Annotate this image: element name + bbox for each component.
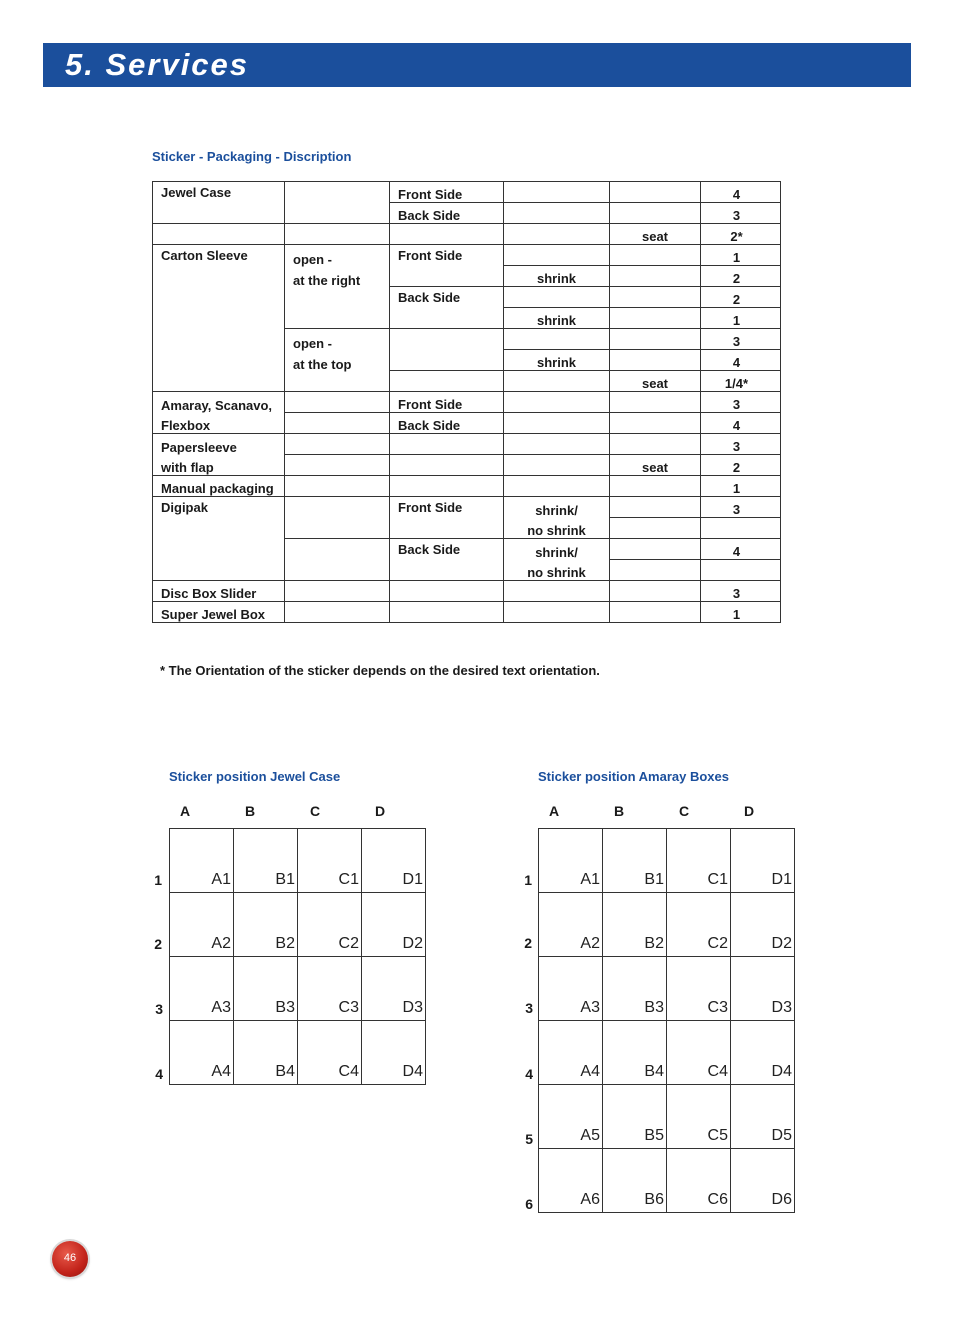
row-label: 3 xyxy=(525,1000,533,1016)
table-cell xyxy=(610,329,701,350)
amaray-grid-heading: Sticker position Amaray Boxes xyxy=(538,769,729,784)
row-label: 4 xyxy=(155,1066,163,1082)
table-cell xyxy=(390,224,504,245)
position-cell: D3 xyxy=(731,957,795,1021)
table-cell xyxy=(610,392,701,413)
table-row xyxy=(153,224,781,245)
position-cell: B1 xyxy=(603,829,667,893)
table-cell xyxy=(285,413,390,434)
sticker-count-cell: 4 xyxy=(701,413,781,434)
packaging-type-cell: with flap xyxy=(153,455,285,476)
position-cell: C2 xyxy=(667,893,731,957)
sticker-packaging-table xyxy=(152,181,781,623)
sticker-count-cell: 3 xyxy=(701,497,781,518)
table-cell xyxy=(610,518,701,539)
position-cell: D2 xyxy=(731,893,795,957)
position-cell: C3 xyxy=(667,957,731,1021)
table-cell xyxy=(285,455,390,476)
table-cell xyxy=(610,413,701,434)
table-cell xyxy=(285,392,390,413)
packaging-type-cell: Jewel Case xyxy=(153,182,285,224)
side-cell: Front Side xyxy=(390,182,504,203)
table-cell xyxy=(504,413,610,434)
position-cell: D4 xyxy=(362,1021,426,1085)
table-row xyxy=(153,392,781,413)
column-label: D xyxy=(743,803,755,819)
table-cell xyxy=(390,455,504,476)
shrink-cell: shrink xyxy=(504,350,610,371)
column-label: D xyxy=(374,803,386,819)
side-cell: Back Side xyxy=(390,413,504,434)
table-cell xyxy=(504,203,610,224)
table-cell xyxy=(285,476,390,497)
table-cell xyxy=(504,455,610,476)
table-cell xyxy=(390,476,504,497)
table-cell xyxy=(610,560,701,581)
table-row xyxy=(153,476,781,497)
packaging-type-cell: Papersleeve xyxy=(153,434,285,455)
table-cell xyxy=(504,434,610,455)
column-label: B xyxy=(244,803,256,819)
table-cell xyxy=(610,350,701,371)
position-cell: C1 xyxy=(667,829,731,893)
opening-line-2: at the top xyxy=(293,357,352,372)
shrink-cell: no shrink xyxy=(504,560,610,581)
table-cell xyxy=(610,266,701,287)
position-cell: D1 xyxy=(362,829,426,893)
position-cell: A5 xyxy=(539,1085,603,1149)
table-row xyxy=(153,581,781,602)
row-label: 1 xyxy=(154,872,162,888)
shrink-cell: shrink/ xyxy=(504,539,610,560)
packaging-type-cell: Super Jewel Box xyxy=(153,602,285,623)
position-cell: B2 xyxy=(234,893,298,957)
position-cell: D3 xyxy=(362,957,426,1021)
sticker-count-cell: 1 xyxy=(701,602,781,623)
position-cell: C4 xyxy=(298,1021,362,1085)
side-cell: Front Side xyxy=(390,497,504,539)
position-cell: A1 xyxy=(170,829,234,893)
sticker-count-cell: 1 xyxy=(701,308,781,329)
table-cell xyxy=(610,581,701,602)
column-label: C xyxy=(678,803,690,819)
table-cell xyxy=(153,224,285,245)
row-label: 5 xyxy=(525,1131,533,1147)
seat-cell: seat xyxy=(610,224,701,245)
table-cell xyxy=(504,287,610,308)
table-cell xyxy=(390,434,504,455)
table-cell xyxy=(610,245,701,266)
position-cell: D2 xyxy=(362,893,426,957)
seat-cell: seat xyxy=(610,455,701,476)
table-heading: Sticker - Packaging - Discription xyxy=(152,149,352,164)
sticker-count-cell: 4 xyxy=(701,182,781,203)
table-cell xyxy=(610,182,701,203)
table-cell xyxy=(701,560,781,581)
position-cell: D4 xyxy=(731,1021,795,1085)
opening-cell xyxy=(285,245,390,329)
row-label: 6 xyxy=(525,1196,533,1212)
table-cell xyxy=(610,434,701,455)
position-cell: C5 xyxy=(667,1085,731,1149)
sticker-count-cell: 2 xyxy=(701,455,781,476)
packaging-type-cell: Carton Sleeve xyxy=(153,245,285,392)
table-cell xyxy=(285,581,390,602)
packaging-type-cell: Flexbox xyxy=(153,413,285,434)
table-cell xyxy=(504,182,610,203)
position-cell: C1 xyxy=(298,829,362,893)
position-cell: A3 xyxy=(539,957,603,1021)
side-cell: Back Side xyxy=(390,539,504,581)
table-cell xyxy=(390,371,504,392)
table-cell xyxy=(504,224,610,245)
sticker-count-cell: 2 xyxy=(701,287,781,308)
position-cell: A1 xyxy=(539,829,603,893)
position-cell: B6 xyxy=(603,1149,667,1213)
column-label: C xyxy=(309,803,321,819)
table-cell xyxy=(285,182,390,224)
page-title: 5. Services xyxy=(65,47,250,82)
sticker-count-cell: 3 xyxy=(701,203,781,224)
row-label: 3 xyxy=(155,1001,163,1017)
table-row xyxy=(153,434,781,455)
table-cell xyxy=(610,497,701,518)
table-row xyxy=(153,245,781,266)
table-cell xyxy=(610,476,701,497)
shrink-cell: no shrink xyxy=(504,518,610,539)
position-cell: C6 xyxy=(667,1149,731,1213)
footnote: * The Orientation of the sticker depends on the desired text orientation. xyxy=(160,663,600,678)
table-cell xyxy=(610,602,701,623)
jewel-grid-heading: Sticker position Jewel Case xyxy=(169,769,341,784)
table-cell xyxy=(504,371,610,392)
packaging-type-cell: Disc Box Slider xyxy=(153,581,285,602)
position-cell: B1 xyxy=(234,829,298,893)
position-cell: B3 xyxy=(603,957,667,1021)
sticker-count-cell: 1 xyxy=(701,245,781,266)
table-cell xyxy=(285,224,390,245)
position-cell: B4 xyxy=(603,1021,667,1085)
table-cell xyxy=(504,602,610,623)
table-cell xyxy=(610,539,701,560)
table-row xyxy=(153,413,781,434)
side-cell: Back Side xyxy=(390,287,504,329)
position-cell: B5 xyxy=(603,1085,667,1149)
table-cell xyxy=(390,602,504,623)
sticker-count-cell: 4 xyxy=(701,539,781,560)
table-cell xyxy=(610,203,701,224)
position-cell: A3 xyxy=(170,957,234,1021)
shrink-cell: shrink xyxy=(504,266,610,287)
row-label: 4 xyxy=(525,1066,533,1082)
position-cell: C4 xyxy=(667,1021,731,1085)
table-cell xyxy=(701,518,781,539)
position-cell: B2 xyxy=(603,893,667,957)
sticker-count-cell: 3 xyxy=(701,392,781,413)
table-cell xyxy=(610,308,701,329)
packaging-type-cell: Digipak xyxy=(153,497,285,581)
table-cell xyxy=(285,539,390,581)
position-cell: C2 xyxy=(298,893,362,957)
position-cell: D6 xyxy=(731,1149,795,1213)
position-cell: B3 xyxy=(234,957,298,1021)
position-cell: D5 xyxy=(731,1085,795,1149)
column-label: A xyxy=(179,803,191,819)
column-label: B xyxy=(613,803,625,819)
row-label: 2 xyxy=(524,935,532,951)
table-cell xyxy=(285,602,390,623)
table-cell xyxy=(610,287,701,308)
seat-cell: seat xyxy=(610,371,701,392)
table-cell xyxy=(285,434,390,455)
page-header-bar xyxy=(43,43,911,87)
sticker-count-cell: 1 xyxy=(701,476,781,497)
opening-line-1: open - xyxy=(293,252,332,267)
table-row xyxy=(153,455,781,476)
sticker-count-cell: 3 xyxy=(701,329,781,350)
position-cell: A4 xyxy=(539,1021,603,1085)
page-number-badge xyxy=(52,1241,88,1277)
position-cell: B4 xyxy=(234,1021,298,1085)
sticker-count-cell: 3 xyxy=(701,434,781,455)
table-cell xyxy=(390,581,504,602)
page-number: 46 xyxy=(63,1252,77,1264)
side-cell: Front Side xyxy=(390,245,504,287)
side-cell: Front Side xyxy=(390,392,504,413)
opening-line-1: open - xyxy=(293,336,332,351)
table-cell xyxy=(285,497,390,539)
sticker-count-cell: 2* xyxy=(701,224,781,245)
sticker-count-cell: 2 xyxy=(701,266,781,287)
table-cell xyxy=(504,581,610,602)
position-cell: D1 xyxy=(731,829,795,893)
position-cell: A4 xyxy=(170,1021,234,1085)
sticker-count-cell: 1/4* xyxy=(701,371,781,392)
table-cell xyxy=(504,392,610,413)
amaray-position-grid xyxy=(538,828,795,1213)
position-cell: A2 xyxy=(539,893,603,957)
position-cell: C3 xyxy=(298,957,362,1021)
position-cell: A2 xyxy=(170,893,234,957)
jewel-case-position-grid xyxy=(169,828,426,1085)
row-label: 2 xyxy=(154,936,162,952)
shrink-cell: shrink/ xyxy=(504,497,610,518)
side-cell: Back Side xyxy=(390,203,504,224)
shrink-cell: shrink xyxy=(504,308,610,329)
sticker-count-cell: 4 xyxy=(701,350,781,371)
opening-cell xyxy=(285,329,390,392)
table-row xyxy=(153,602,781,623)
table-cell xyxy=(504,245,610,266)
position-cell: A6 xyxy=(539,1149,603,1213)
opening-line-2: at the right xyxy=(293,273,361,288)
table-cell xyxy=(504,329,610,350)
row-label: 1 xyxy=(524,872,532,888)
column-label: A xyxy=(548,803,560,819)
packaging-type-cell: Manual packaging xyxy=(153,476,285,497)
table-row xyxy=(153,182,781,203)
table-row xyxy=(153,497,781,518)
table-cell xyxy=(390,329,504,371)
packaging-type-cell: Amaray, Scanavo, xyxy=(153,392,285,413)
table-cell xyxy=(504,476,610,497)
sticker-count-cell: 3 xyxy=(701,581,781,602)
